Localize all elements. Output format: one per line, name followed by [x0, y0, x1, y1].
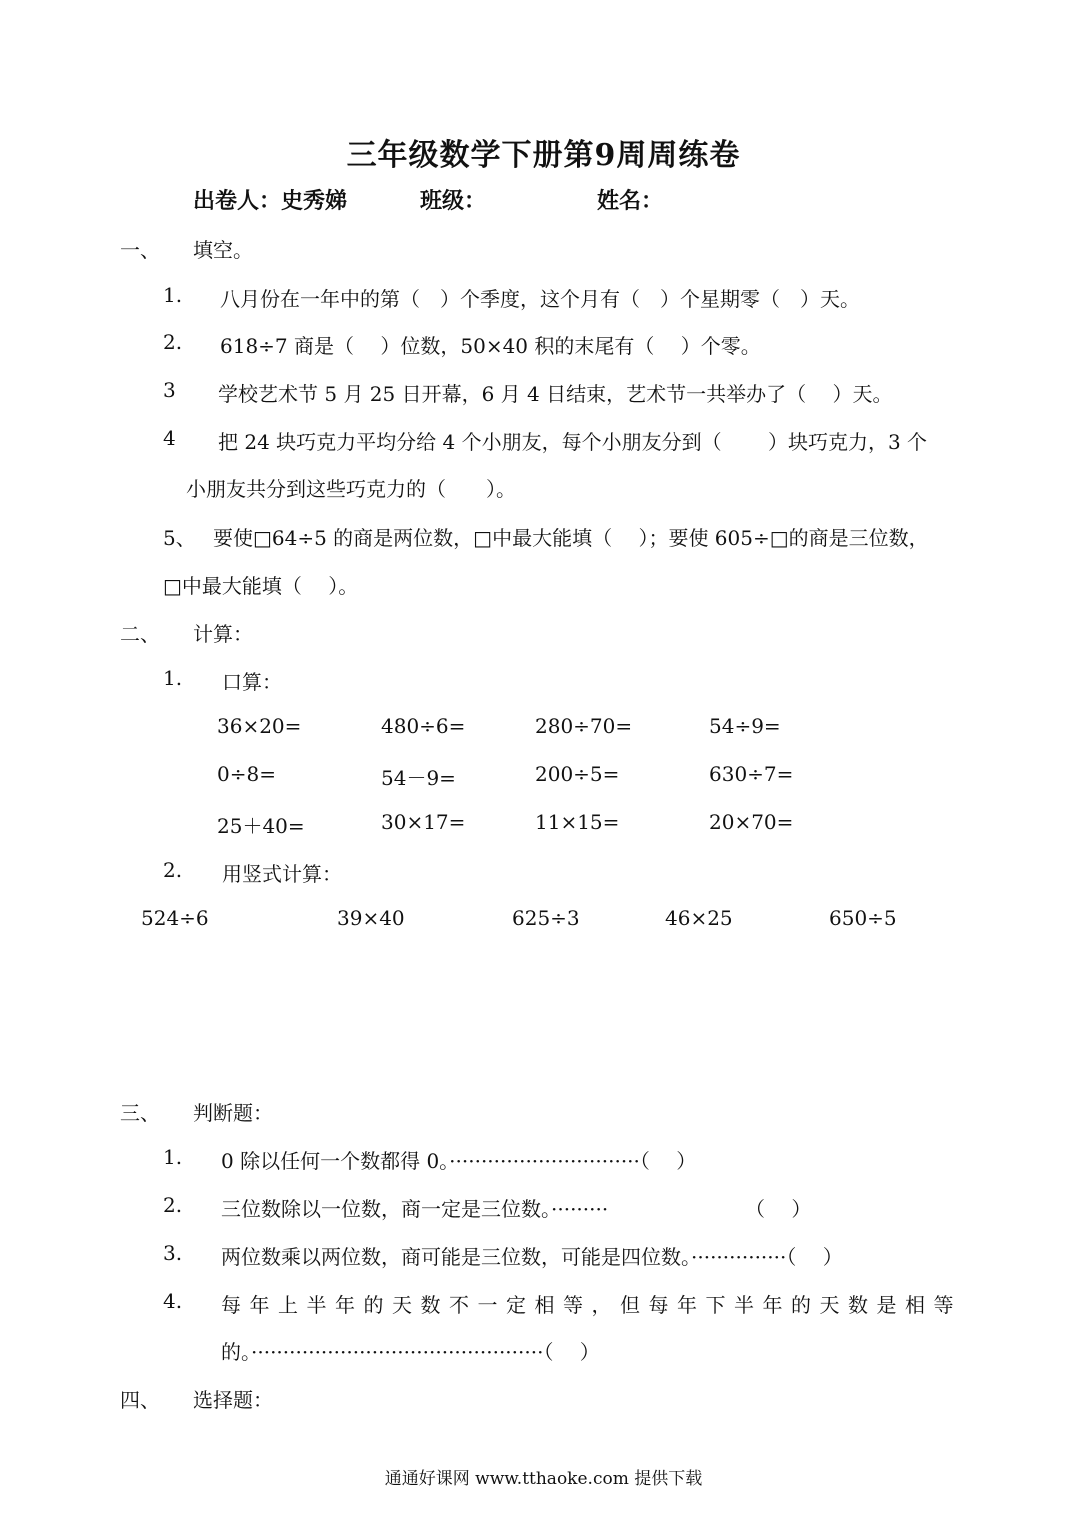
oral-problem: 480÷6= — [381, 714, 466, 738]
oral-problem: 280÷70= — [535, 714, 633, 738]
section-4-title: 选择题： — [193, 1388, 273, 1412]
s3-item-3-number: 3. — [163, 1241, 183, 1265]
vertical-calc-number: 2. — [163, 858, 183, 882]
vertical-calc-title: 用竖式计算： — [222, 862, 342, 886]
s3-item-4-continuation: 的。··············································（ ） — [221, 1340, 600, 1364]
s1-item-4-continuation: 小朋友共分到这些巧克力的（ ）。 — [186, 477, 516, 501]
oral-problem: 11×15= — [535, 810, 620, 834]
oral-problem: 36×20= — [217, 714, 302, 738]
s1-item-3-number: 3 — [163, 378, 176, 402]
s1-item-1-text: 八月份在一年中的第（ ）个季度，这个月有（ ）个星期零（ ）天。 — [220, 287, 860, 311]
oral-calc-number: 1. — [163, 666, 183, 690]
vertical-problem: 650÷5 — [829, 906, 897, 930]
vertical-problem: 39×40 — [337, 906, 405, 930]
oral-problem: 0÷8= — [217, 762, 276, 786]
section-1-number: 一、 — [120, 238, 160, 262]
s3-item-4-text: 每年上半年的天数不一定相等，但每年下半年的天数是相等 — [221, 1293, 962, 1317]
s3-item-2-number: 2. — [163, 1193, 183, 1217]
section-3-title: 判断题： — [193, 1101, 273, 1125]
oral-calc-title: 口算： — [222, 670, 282, 694]
vertical-problem: 46×25 — [665, 906, 733, 930]
s1-item-1-number: 1. — [163, 283, 183, 307]
oral-problem: 54－9= — [381, 766, 456, 790]
s1-item-4-text: 把 24 块巧克力平均分给 4 个小朋友，每个小朋友分到（ ）块巧克力，3 个 — [218, 430, 928, 454]
vertical-problem: 524÷6 — [141, 906, 209, 930]
s1-item-3-text: 学校艺术节 5 月 25 日开幕，6 月 4 日结束，艺术节一共举办了（ ）天。 — [218, 382, 893, 406]
s1-item-4-number: 4 — [163, 426, 176, 450]
section-3-number: 三、 — [120, 1101, 160, 1125]
oral-problem: 25＋40= — [217, 814, 305, 838]
s3-item-2-answer-bracket: （ ） — [745, 1197, 812, 1221]
oral-problem: 200÷5= — [535, 762, 620, 786]
vertical-problem: 625÷3 — [512, 906, 580, 930]
s1-item-5-continuation: □中最大能填（ ）。 — [163, 574, 359, 598]
section-2-number: 二、 — [120, 622, 160, 646]
page-title: 三年级数学下册第9周周练卷 — [346, 138, 741, 173]
section-1-title: 填空。 — [193, 238, 253, 262]
footer-credit: 通通好课网 www.tthaoke.com 提供下载 — [384, 1469, 703, 1489]
oral-problem: 20×70= — [709, 810, 794, 834]
s3-item-4-number: 4. — [163, 1289, 183, 1313]
s3-item-1-text: 0 除以任何一个数都得 0。······························（ ） — [221, 1149, 697, 1173]
s3-item-1-number: 1. — [163, 1145, 183, 1169]
s1-item-5-text: 要使□64÷5 的商是两位数，□中最大能填（ ）；要使 605÷□的商是三位数， — [213, 526, 929, 550]
s1-item-2-text: 618÷7 商是（ ）位数，50×40 积的末尾有（ ）个零。 — [220, 334, 761, 358]
oral-problem: 30×17= — [381, 810, 466, 834]
oral-problem: 54÷9= — [709, 714, 781, 738]
class-label: 班级： — [420, 188, 487, 214]
section-2-title: 计算： — [193, 622, 253, 646]
s3-item-2-text: 三位数除以一位数，商一定是三位数。········· — [221, 1197, 609, 1221]
s1-item-2-number: 2. — [163, 330, 183, 354]
oral-problem: 630÷7= — [709, 762, 794, 786]
name-label: 姓名： — [597, 188, 664, 214]
author-label: 出卷人：史秀娣 — [193, 188, 348, 214]
s1-item-5-number: 5、 — [163, 526, 196, 550]
s3-item-3-text: 两位数乘以两位数，商可能是三位数，可能是四位数。···············（ ） — [221, 1245, 843, 1269]
section-4-number: 四、 — [120, 1388, 160, 1412]
